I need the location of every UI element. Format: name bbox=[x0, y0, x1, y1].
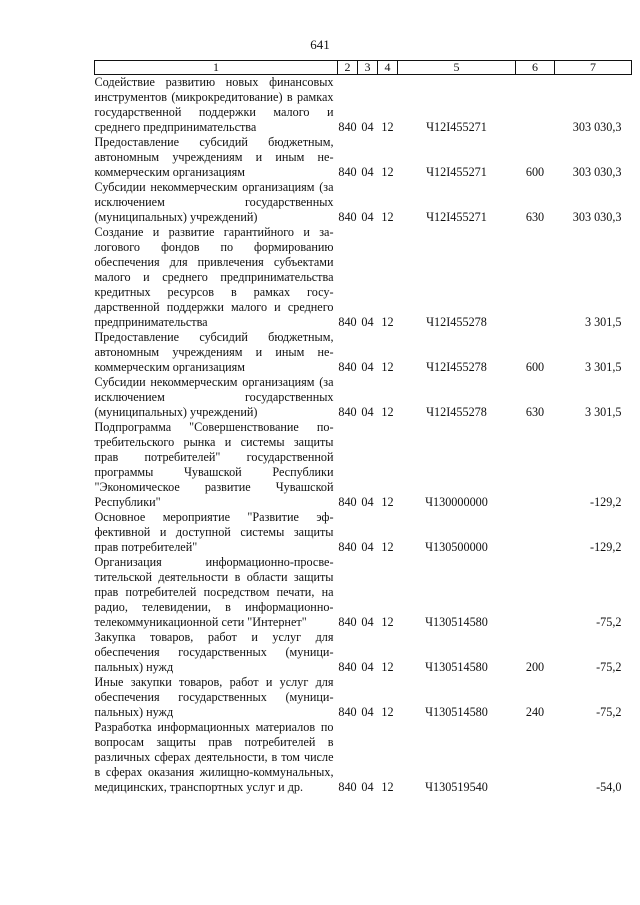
header-col-2: 2 bbox=[338, 61, 358, 75]
row-expense-type bbox=[516, 555, 555, 630]
header-col-3: 3 bbox=[358, 61, 378, 75]
table-row bbox=[95, 180, 632, 225]
row-amount: -129,2 bbox=[590, 495, 622, 509]
table-row bbox=[95, 75, 632, 136]
row-ministry-code: 840 bbox=[338, 315, 357, 329]
row-description bbox=[95, 135, 338, 180]
table-row bbox=[95, 630, 632, 675]
row-expense-type bbox=[516, 720, 555, 795]
row-amount: -75,2 bbox=[596, 615, 622, 629]
row-ministry-code: 840 bbox=[338, 360, 357, 374]
row-description bbox=[95, 330, 338, 375]
header-col-6: 6 bbox=[516, 61, 555, 75]
row-target-article: Ч12I455271 bbox=[426, 120, 487, 134]
row-expense-type: 630 bbox=[525, 210, 545, 224]
row-target-article: Ч130500000 bbox=[425, 540, 488, 554]
table-row bbox=[95, 375, 632, 420]
row-amount: 3 301,5 bbox=[584, 360, 622, 374]
row-description bbox=[95, 720, 338, 795]
table-row bbox=[95, 135, 632, 180]
row-description-text: Субсидии некоммерческим организациям (за исключением государственных (муниципальных) учреждений) bbox=[94, 375, 334, 419]
row-ministry-code: 840 bbox=[338, 540, 357, 554]
row-target-article: Ч130514580 bbox=[425, 660, 488, 674]
row-expense-type bbox=[516, 510, 555, 555]
row-expense-type: 200 bbox=[525, 660, 545, 674]
row-description bbox=[95, 75, 338, 136]
row-description bbox=[95, 510, 338, 555]
row-target-article: Ч12I455278 bbox=[426, 360, 487, 374]
table-row bbox=[95, 675, 632, 720]
row-amount: 3 301,5 bbox=[584, 315, 622, 329]
budget-table bbox=[94, 60, 632, 795]
row-subsection-code: 12 bbox=[381, 660, 394, 674]
row-amount: -54,0 bbox=[596, 780, 622, 794]
row-ministry-code: 840 bbox=[338, 495, 357, 509]
row-description bbox=[95, 375, 338, 420]
header-col-7: 7 bbox=[555, 61, 632, 75]
row-description-text: Предоставление субсидий бюджетным, автономным учреждениям и иным некоммерческим организациям bbox=[94, 330, 334, 374]
row-ministry-code: 840 bbox=[338, 165, 357, 179]
table-row bbox=[95, 510, 632, 555]
row-description bbox=[95, 180, 338, 225]
row-target-article: Ч130000000 bbox=[425, 495, 488, 509]
row-target-article: Ч130519540 bbox=[425, 780, 488, 794]
row-ministry-code: 840 bbox=[338, 405, 357, 419]
table-header bbox=[95, 61, 632, 75]
row-description-text: Иные закупки товаров, работ и услуг для обеспечения государственных (муниципальных) нужд bbox=[94, 675, 334, 719]
row-section-code: 04 bbox=[361, 315, 374, 329]
row-amount: 3 301,5 bbox=[584, 405, 622, 419]
header-col-4: 4 bbox=[378, 61, 398, 75]
header-col-5: 5 bbox=[398, 61, 516, 75]
row-section-code: 04 bbox=[361, 780, 374, 794]
row-description bbox=[95, 675, 338, 720]
row-amount: 303 030,3 bbox=[572, 210, 622, 224]
row-section-code: 04 bbox=[361, 705, 374, 719]
row-description-text: Субсидии некоммерческим организациям (за исключением государственных (муниципальных) учреждений) bbox=[94, 180, 334, 224]
row-subsection-code: 12 bbox=[381, 360, 394, 374]
row-subsection-code: 12 bbox=[381, 615, 394, 629]
row-section-code: 04 bbox=[361, 540, 374, 554]
row-subsection-code: 12 bbox=[381, 780, 394, 794]
row-expense-type bbox=[516, 75, 555, 136]
row-subsection-code: 12 bbox=[381, 210, 394, 224]
row-target-article: Ч12I455271 bbox=[426, 165, 487, 179]
row-ministry-code: 840 bbox=[338, 210, 357, 224]
row-description-text: Организация информационно-просветительской деятельности в области защиты прав потребителей посредством печати, на радио, телевидении, в информационно-телекоммуникационной сети "Интернет" bbox=[94, 555, 334, 629]
row-amount: -129,2 bbox=[590, 540, 622, 554]
row-ministry-code: 840 bbox=[338, 120, 357, 134]
row-description-text: Разработка информационных материалов по вопросам защиты прав потребителей в различных сферах деятельности, в том числе в сферах оказания жилищно-коммунальных, медицинских, транспортных услуг и др. bbox=[94, 720, 334, 794]
row-target-article: Ч130514580 bbox=[425, 705, 488, 719]
row-section-code: 04 bbox=[361, 660, 374, 674]
row-ministry-code: 840 bbox=[338, 615, 357, 629]
row-subsection-code: 12 bbox=[381, 405, 394, 419]
page-number: 641 bbox=[310, 37, 330, 52]
row-description bbox=[95, 420, 338, 510]
row-ministry-code: 840 bbox=[338, 660, 357, 674]
row-section-code: 04 bbox=[361, 495, 374, 509]
row-description bbox=[95, 630, 338, 675]
row-subsection-code: 12 bbox=[381, 540, 394, 554]
row-section-code: 04 bbox=[361, 120, 374, 134]
row-description-text: Создание и развитие гарантийного и залогового фондов по формированию обеспечения для привлечения субъектами малого и среднего предпринимательства кредитных ресурсов в рамках государственной поддержки малого и среднего предпринимательства bbox=[94, 225, 334, 329]
table-body bbox=[95, 75, 632, 796]
table-row bbox=[95, 555, 632, 630]
row-description-text: Подпрограмма "Совершенствование потребительского рынка и системы защиты прав потребителей" государственной программы Чувашской Республики "Экономическое развитие Чувашской Республики" bbox=[94, 420, 334, 509]
row-description-text: Закупка товаров, работ и услуг для обеспечения государственных (муниципальных) нужд bbox=[94, 630, 334, 674]
row-description bbox=[95, 555, 338, 630]
row-subsection-code: 12 bbox=[381, 705, 394, 719]
row-expense-type bbox=[516, 225, 555, 330]
row-amount: -75,2 bbox=[596, 705, 622, 719]
row-description-text: Предоставление субсидий бюджетным, автономным учреждениям и иным некоммерческим организациям bbox=[94, 135, 334, 179]
row-expense-type: 600 bbox=[525, 165, 545, 179]
row-target-article: Ч12I455271 bbox=[426, 210, 487, 224]
row-section-code: 04 bbox=[361, 210, 374, 224]
row-expense-type bbox=[516, 420, 555, 510]
row-description-text: Содействие развитию новых финансовых инструментов (микрокредитование) в рамках государственной поддержки малого и среднего предпринимательства bbox=[94, 75, 334, 134]
row-expense-type: 240 bbox=[525, 705, 545, 719]
row-section-code: 04 bbox=[361, 405, 374, 419]
row-amount: -75,2 bbox=[596, 660, 622, 674]
header-col-1: 1 bbox=[95, 61, 338, 75]
row-section-code: 04 bbox=[361, 165, 374, 179]
table-row bbox=[95, 225, 632, 330]
table-row bbox=[95, 720, 632, 795]
row-target-article: Ч12I455278 bbox=[426, 315, 487, 329]
row-subsection-code: 12 bbox=[381, 315, 394, 329]
header-row bbox=[95, 61, 632, 75]
row-target-article: Ч12I455278 bbox=[426, 405, 487, 419]
row-expense-type: 600 bbox=[525, 360, 545, 374]
row-subsection-code: 12 bbox=[381, 495, 394, 509]
row-target-article: Ч130514580 bbox=[425, 615, 488, 629]
row-ministry-code: 840 bbox=[338, 780, 357, 794]
row-description-text: Основное мероприятие "Развитие эффективной и доступной системы защиты прав потребителей" bbox=[94, 510, 334, 554]
row-amount: 303 030,3 bbox=[572, 120, 622, 134]
row-description bbox=[95, 225, 338, 330]
row-ministry-code: 840 bbox=[338, 705, 357, 719]
table-row bbox=[95, 420, 632, 510]
row-amount: 303 030,3 bbox=[572, 165, 622, 179]
row-expense-type: 630 bbox=[525, 405, 545, 419]
row-subsection-code: 12 bbox=[381, 165, 394, 179]
row-section-code: 04 bbox=[361, 360, 374, 374]
row-subsection-code: 12 bbox=[381, 120, 394, 134]
table-row bbox=[95, 330, 632, 375]
row-section-code: 04 bbox=[361, 615, 374, 629]
